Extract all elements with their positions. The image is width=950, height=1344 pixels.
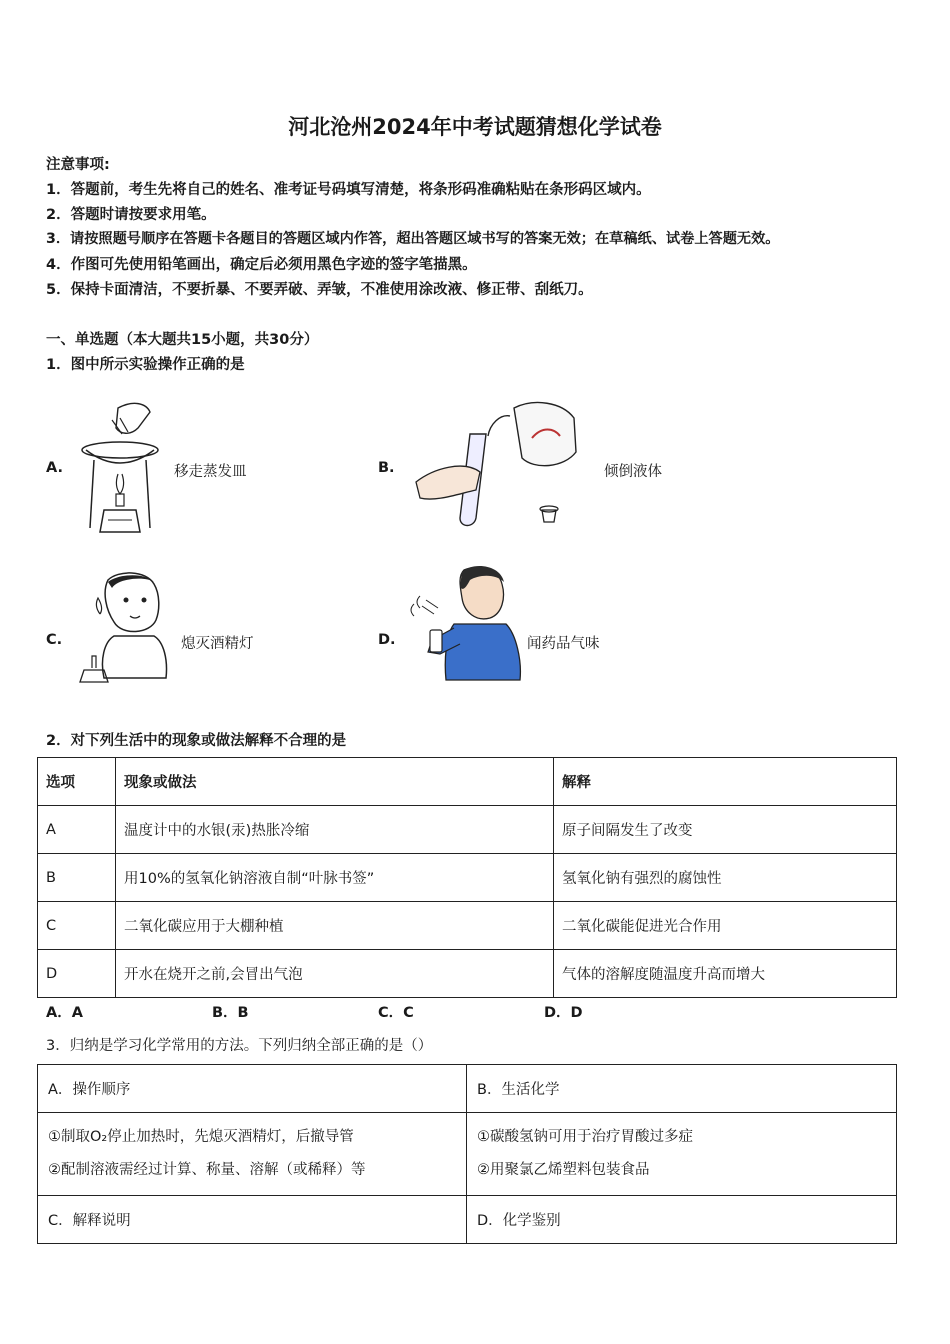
question-1-stem: 1．图中所示实验操作正确的是 (46, 357, 245, 373)
option-d-caption: 闻药品气味 (527, 636, 600, 652)
row-d-phenomenon: 开水在烧开之前,会冒出气泡 (116, 950, 554, 998)
row-c-explanation: 二氧化碳能促进光合作用 (554, 902, 897, 950)
notice-item-4: 4．作图可先使用铅笔画出，确定后必须用黑色字迹的签字笔描黑。 (46, 257, 477, 273)
option-a-letter: A. (46, 460, 63, 476)
question-3-table (37, 1064, 897, 1244)
question-2-table (37, 757, 897, 998)
smell-chemical-illustration (410, 564, 525, 684)
row-b-phenomenon: 用10%的氢氧化钠溶液自制“叶脉书签” (116, 854, 554, 902)
option-b-caption: 倾倒液体 (604, 464, 662, 480)
cell-a-line-1: ①制取O₂停止加热时，先熄灭酒精灯，后撤导管 (48, 1129, 354, 1145)
cell-a-title: A．操作顺序 (38, 1065, 467, 1113)
row-a-phenomenon: 温度计中的水银(汞)热胀冷缩 (116, 806, 554, 854)
table-header-row (38, 758, 897, 806)
cell-b-line-2: ②用聚氯乙烯塑料包装食品 (477, 1162, 650, 1178)
cell-b-content (467, 1113, 897, 1196)
row-b-explanation: 氢氧化钠有强烈的腐蚀性 (554, 854, 897, 902)
answer-choice-c: C．C (378, 1005, 414, 1021)
cell-b-line-1: ①碳酸氢钠可用于治疗胃酸过多症 (477, 1129, 693, 1145)
cell-c-title: C．解释说明 (38, 1196, 467, 1244)
option-c-caption: 熄灭酒精灯 (181, 636, 254, 652)
option-c-letter: C. (46, 632, 63, 648)
question-2-stem: 2．对下列生活中的现象或做法解释不合理的是 (46, 733, 347, 749)
option-d-letter: D. (378, 632, 396, 648)
notice-heading: 注意事项: (46, 157, 110, 173)
table-row (38, 950, 897, 998)
section-heading: 一、单选题（本大题共15小题，共30分） (46, 332, 319, 348)
notice-item-1: 1．答题前，考生先将自己的姓名、准考证号码填写清楚，将条形码准确粘贴在条形码区域内。 (46, 182, 651, 198)
notice-item-3: 3．请按照题号顺序在答题卡各题目的答题区域内作答，超出答题区域书写的答案无效；在草稿纸、试卷上答题无效。 (46, 231, 780, 247)
table-row (38, 806, 897, 854)
row-a-explanation: 原子间隔发生了改变 (554, 806, 897, 854)
question-3-stem: 3．归纳是学习化学常用的方法。下列归纳全部正确的是（） (46, 1038, 433, 1054)
header-explanation: 解释 (554, 758, 897, 806)
page-title: 河北沧州2024年中考试题猜想化学试卷 (288, 115, 662, 139)
row-a-option: A (38, 806, 116, 854)
table-row (38, 854, 897, 902)
notice-item-5: 5．保持卡面清洁，不要折暴、不要弄破、弄皱，不准使用涂改液、修正带、刮纸刀。 (46, 282, 593, 298)
blow-out-lamp-illustration (74, 570, 179, 685)
row-d-explanation: 气体的溶解度随温度升高而增大 (554, 950, 897, 998)
answer-choice-a: A．A (46, 1005, 83, 1021)
answer-choice-b: B．B (212, 1005, 249, 1021)
cell-a-content (38, 1113, 467, 1196)
table-row (38, 902, 897, 950)
header-phenomenon: 现象或做法 (116, 758, 554, 806)
header-option: 选项 (38, 758, 116, 806)
row-b-option: B (38, 854, 116, 902)
cell-a-line-2: ②配制溶液需经过计算、称量、溶解（或稀释）等 (48, 1162, 366, 1178)
notice-item-2: 2．答题时请按要求用笔。 (46, 207, 216, 223)
option-b-letter: B. (378, 460, 395, 476)
cell-d-title: D．化学鉴别 (467, 1196, 897, 1244)
row-d-option: D (38, 950, 116, 998)
cell-b-title: B．生活化学 (467, 1065, 897, 1113)
row-c-option: C (38, 902, 116, 950)
pouring-liquid-illustration (414, 398, 584, 538)
row-c-phenomenon: 二氧化碳应用于大棚种植 (116, 902, 554, 950)
answer-choice-d: D．D (544, 1005, 583, 1021)
option-a-caption: 移走蒸发皿 (174, 464, 247, 480)
evaporating-dish-illustration (78, 398, 168, 543)
